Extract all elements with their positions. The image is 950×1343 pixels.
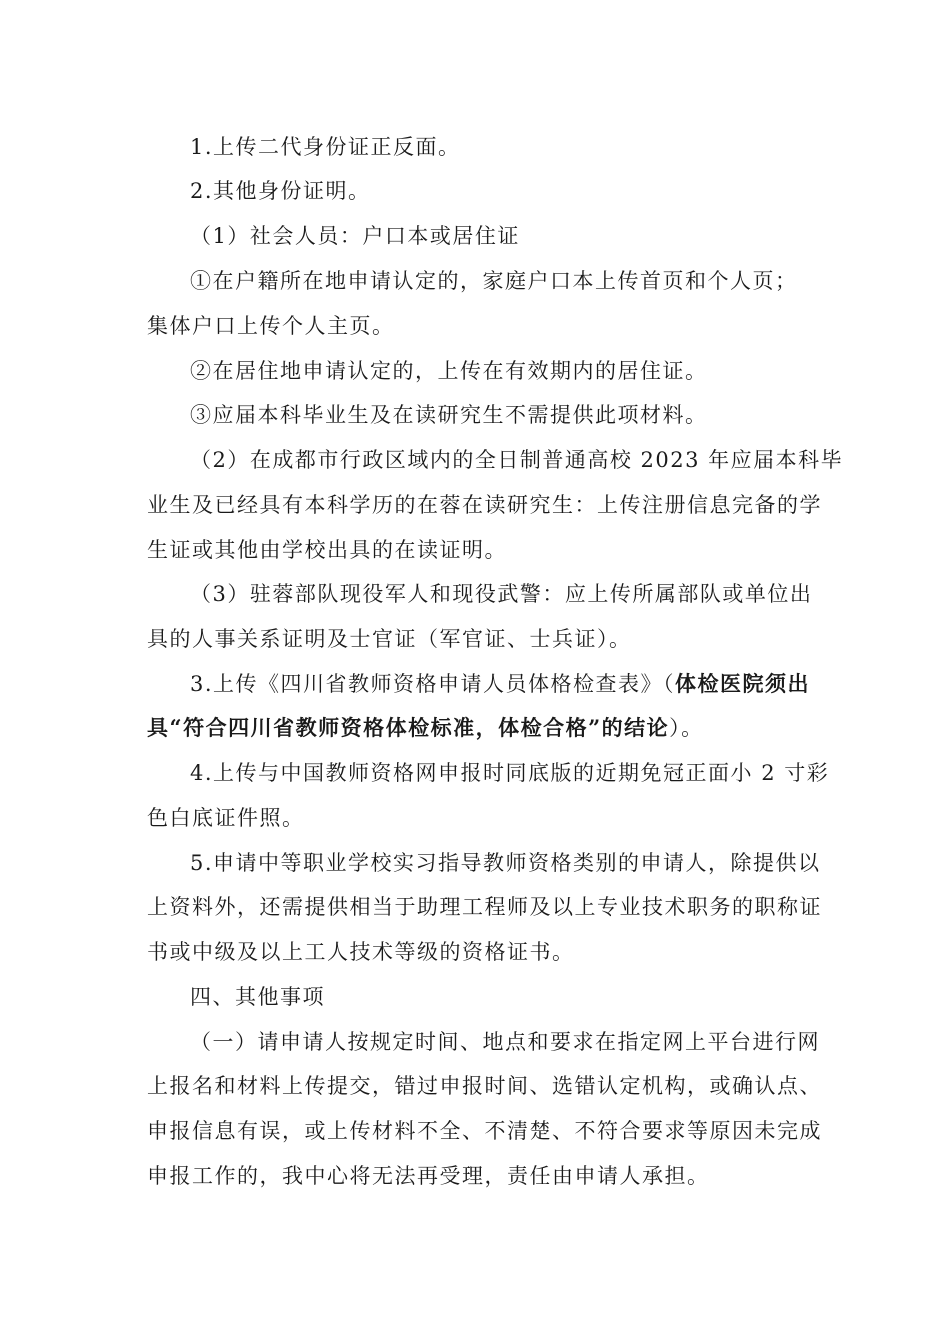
item-health-line1 <box>190 668 810 698</box>
health-conclusion-bold: 具“符合四川省教师资格体检标准，体检合格”的结论 <box>147 715 670 740</box>
item-photo-line2: 色白底证件照。 <box>147 806 305 830</box>
item-military-line1: （3）驻蓉部队现役军人和现役武警：应上传所属部队或单位出 <box>190 582 813 606</box>
item-hukou-line1: ①在户籍所在地申请认定的，家庭户口本上传首页和个人页； <box>190 269 798 293</box>
health-close-paren: ）。 <box>669 716 704 740</box>
section4-para1-line2: 上报名和材料上传提交，错过申报时间、选错认定机构，或确认点、 <box>147 1074 822 1098</box>
item-other-id: 2.其他身份证明。 <box>190 179 371 203</box>
item-military-line2: 具的人事关系证明及士官证（军官证、士兵证）。 <box>147 627 632 651</box>
item-student-line2: 业生及已经具有本科学历的在蓉在读研究生：上传注册信息完备的学 <box>147 493 822 517</box>
item-vocational-line2: 上资料外，还需提供相当于助理工程师及以上专业技术职务的职称证 <box>147 895 822 919</box>
health-text-normal: 3.上传《四川省教师资格申请人员体格检查表》（ <box>190 672 676 696</box>
item-id-card: 1.上传二代身份证正反面。 <box>190 135 461 159</box>
item-residence-permit: ②在居住地申请认定的，上传在有效期内的居住证。 <box>190 359 708 383</box>
section-heading-other-matters: 四、其他事项 <box>190 985 325 1009</box>
item-vocational-line1: 5.申请中等职业学校实习指导教师资格类别的申请人，除提供以 <box>190 851 821 875</box>
item-vocational-line3: 书或中级及以上工人技术等级的资格证书。 <box>147 940 575 964</box>
item-hukou-line2: 集体户口上传个人主页。 <box>147 314 395 338</box>
section4-para1-line1: （一）请申请人按规定时间、地点和要求在指定网上平台进行网 <box>190 1030 820 1054</box>
section4-para1-line3: 申报信息有误，或上传材料不全、不清楚、不符合要求等原因未完成 <box>147 1119 822 1143</box>
section4-para1-line4: 申报工作的，我中心将无法再受理，责任由申请人承担。 <box>147 1164 710 1188</box>
item-graduate-exempt: ③应届本科毕业生及在读研究生不需提供此项材料。 <box>190 403 708 427</box>
item-photo-line1: 4.上传与中国教师资格网申报时同底版的近期免冠正面小 2 寸彩 <box>190 761 830 785</box>
health-text-bold: 体检医院须出 <box>675 671 811 696</box>
item-health-line2 <box>147 712 704 742</box>
item-student-line3: 生证或其他由学校出具的在读证明。 <box>147 538 507 562</box>
item-social-personnel: （1）社会人员：户口本或居住证 <box>190 224 520 248</box>
item-student-line1: （2）在成都市行政区域内的全日制普通高校 2023 年应届本科毕 <box>190 448 844 472</box>
